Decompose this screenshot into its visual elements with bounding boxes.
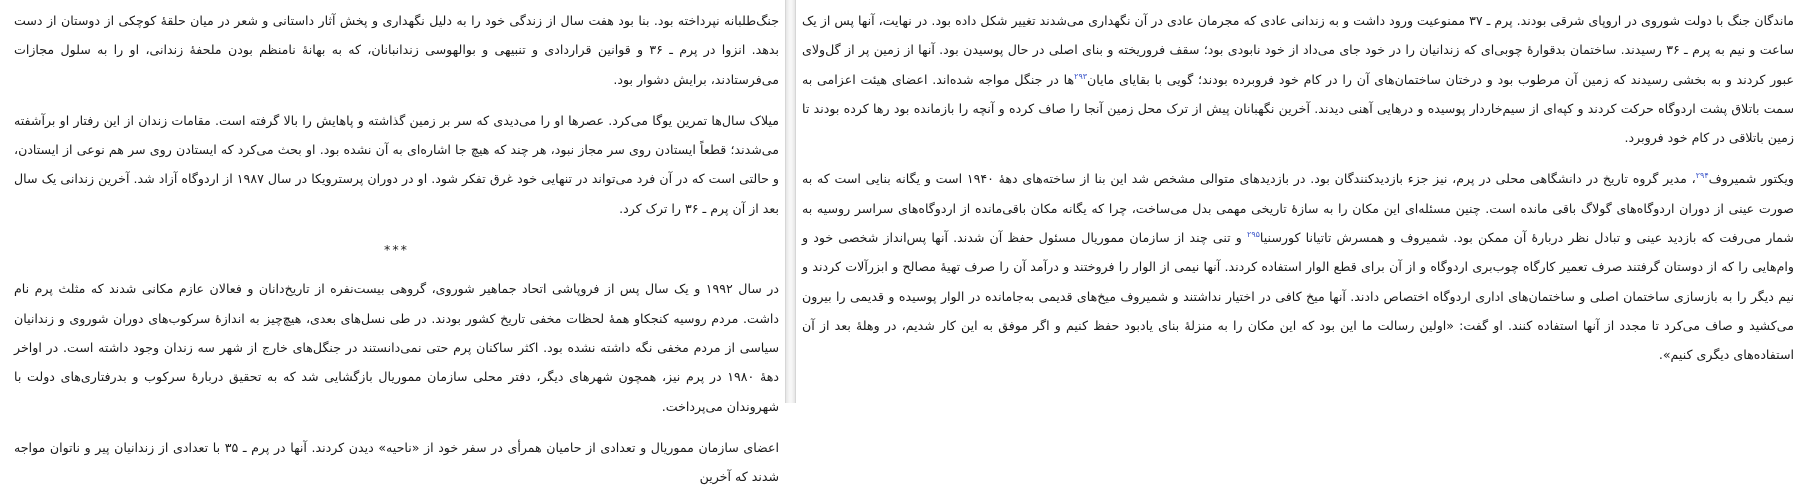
right-paragraph-2-tail: و تنی چند از سازمان مموریال مسئول حفظ آن شدند. آنها پس‌انداز شخصی خود و وام‌هایی را که از دوستان گرفتند صرف تعمیر کارگاه چوب‌بری اردوگاه و از آن برای قطع الوار استفاده کردند. آنها نیمی از الوار را فروختند و درآمد آن را صرف تهیهٔ مصالح و ابزرآلات کردند و نیم دیگر را به بازسازی ساختمان اصلی و ساختمان‌های اداری اردوگاه اختصاص دادند. آنها میخ کافی در اختیار نداشتند و شمیروف میخ‌های قدیمی به‌جامانده در الوار پوسیده و قدیمی را بیرون می‌کشید و صاف می‌کرد تا مجدد از آنها استفاده کنند. او گفت: «اولین رسالت ما این بود که این مکان را به منزلهٔ بنای یادبود حفظ کنیم و اگر موفق به این کار شدیم، در وهلهٔ بعد از آن استفاده‌های دیگری کنیم».: [802, 230, 1794, 363]
left-paragraph-2: میلاک سال‌ها تمرین یوگا می‌کرد. عصرها او را می‌دیدی که سر بر زمین گذاشته و پاهایش را بالا گرفته است. مقامات زندان از این رفتار او برآشفته می‌شدند؛ قطعاً ایستادن روی سر مجاز نبود، هر چند که هیچ جا اشاره‌ای به آن نشده بود. او بحث می‌کرد که ایستادن روی سر هم نوعی از ایستادن، و حالتی است که در آن فرد می‌تواند در تنهایی خود غرق تفکر شود. او در دوران پرسترویکا در سال ۱۹۸۷ از اردوگاه آزاد شد. آخرین زندانی یک سال بعد از آن پرم ـ ۳۶ را ترک کرد.: [14, 112, 779, 216]
left-page: [0, 0, 785, 485]
left-paragraph-4: اعضای سازمان مموریال و تعدادی از حامیان همرأی در سفر خود از «ناحیه» دیدن کردند. آنها در پرم ـ ۳۵ با تعدادی از زندانیان پیر و ناتوان مواجه شدند که آخرین: [14, 439, 779, 485]
right-paragraph-2-mid: ، مدیر گروه تاریخ در دانشگاهی محلی در پرم، نیز جزء بازدیدکنندگان بود. در بازدیدهای متوالی مشخص شد این بنا از ساخته‌های دههٔ ۱۹۴۰ است و یگانه بنایی است که به صورت عینی از دوران اردوگاه‌های گولاگ باقی مانده است. چنین مسئله‌ای این مکان را به سازهٔ تاریخی مهمی بدل می‌ساخت، چرا که یگانه مکان باقی‌مانده از اردوگاه‌های سراسر روسیه به شمار می‌رفت که بازدید عینی و تبادل نظر دربارهٔ آن ممکن بود. شمیروف و همسرش تاتیانا کورسنیا: [802, 171, 1794, 246]
footnote-marker-293[interactable]: ۲۹۳: [1074, 71, 1088, 81]
right-paragraph-2-head: ویکتور شمیروف: [1708, 171, 1795, 187]
section-separator: ***: [384, 242, 409, 258]
right-paragraph-1-tail: ها در جنگل مواجه شده‌اند. اعضای هیئت اعزامی به سمت باتلاق پشت اردوگاه حرکت کردند و کپه‌ای از سیم‌خاردار پوسیده و درهایی آهنی دیدند. آخرین نگهبانان پیش از ترک محل زمین آنجا را صاف کرده و آنچه را بازمانده بود رها کرده بودند تا زمین باتلاقی در کام خود فروبرد.: [802, 71, 1794, 146]
right-paragraph-1: [802, 6, 1794, 152]
right-page: [796, 0, 1808, 403]
left-paragraph-3: در سال ۱۹۹۲ و یک سال پس از فروپاشی اتحاد جماهیر شوروی، گروهی بیست‌نفره از تاریخ‌دانان و فعالان عازم مکانی شدند که مثلث پرم نام داشت. مردم روسیه کنجکاو همهٔ لحظات مخفی تاریخ کشور بودند. در طی نسل‌های بعدی، هیچ‌چیز به اندازهٔ سرکوب‌های دوران شوروی و زندانیان سیاسی از مردم مخفی نگه داشته نشده بود. اکثر ساکنان پرم حتی نمی‌دانستند در جنگل‌های خارج از شهر سه زندان وجود داشته است. در اواخر دههٔ ۱۹۸۰ در پرم نیز، همچون شهرهای دیگر، دفتر محلی سازمان مموریال بازگشایی شد که به تحقیق دربارهٔ سرکوب و بدرفتاری‌های دولت با شهروندان می‌پرداخت.: [14, 281, 779, 414]
page-gutter: [785, 0, 796, 403]
right-paragraph-1-text: ماندگان جنگ با دولت شوروی در اروپای شرقی بودند. پرم ـ ۳۷ ممنوعیت ورود داشت و به زندانی عادی که مجرمان عادی در آن نگهداری می‌شدند تغییر شکل داده بود. در نهایت، آنها پس از یک ساعت و نیم به پرم ـ ۳۶ رسیدند. ساختمان بدقوارهٔ چوبی‌ای که زندانیان را در خود جای می‌داد از خود نابودی بود؛ سقف فروریخته و بنای اصلی در حال پوسیدن بود. آنها از زمین پر از گل‌ولای عبور کردند و به بخشی رسیدند که زمین آن مرطوب بود و درختان ساختمان‌های آن را در کام خود فروبرده بودند؛ گویی با بقایای مایان: [802, 13, 1795, 87]
left-paragraph-1: جنگ‌طلبانه نپرداخته بود. بنا بود هفت سال از زندگی خود را به دلیل نگهداری و پخش آثار داستانی و شعر در میان حلقهٔ کوچکی از دوستان از دست بدهد. انزوا در پرم ـ ۳۶ و قوانین قراردادی و تنبیهی و بوالهوسی زندانبانان، که به بهانهٔ نامنظم بودن ملحفهٔ زندانی، او را به سلول مجازات می‌فرستادند، برایش دشوار بود.: [14, 13, 779, 87]
footnote-marker-295[interactable]: ۲۹۵: [1247, 229, 1260, 239]
right-paragraph-2: [802, 164, 1794, 369]
footnote-marker-294[interactable]: ۲۹۴: [1695, 171, 1709, 181]
